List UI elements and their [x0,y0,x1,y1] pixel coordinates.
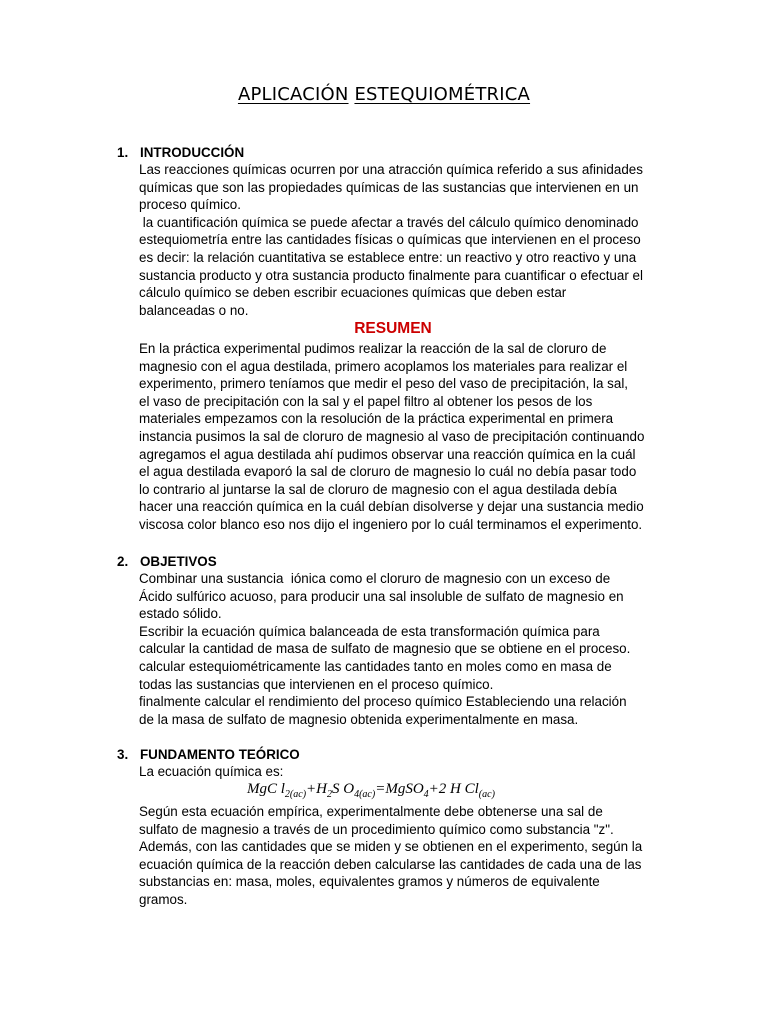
paragraph-line: es decir: la relación cuantitativa se establece entre: un reactivo y otro reactivo y una [139,249,637,265]
equation-term: +H [306,781,327,797]
equation-subscript: 2 [327,789,332,800]
section-heading [117,746,677,763]
paragraph-line: En la práctica experimental pudimos realizar la reacción de la sal de cloruro de [139,341,607,356]
paragraph-line: Escribir la ecuación química balanceada de esta transformación química para [139,623,600,639]
section-body [117,763,677,781]
paragraph-line: finalmente calcular el rendimiento del proceso químico Estableciendo una relación [139,694,627,710]
section-fundamento-teorico [117,746,677,781]
paragraph-line: el vaso de precipitación con la sal y el papel filtro al obtener los pesos de los [139,393,593,409]
equation-term: MgC l [247,781,285,797]
chemical-equation [247,781,495,800]
paragraph-line: substancias en: masa, moles, equivalentes gramos y números de equivalente [139,874,600,890]
paragraph-line: químicas que son las propiedades químicas de las sustancias que intervienen en un [139,179,639,195]
paragraph-line: experimento, primero teníamos que medir el peso del vaso de precipitación, la sal, [139,376,629,392]
paragraph-line: Además, con las cantidades que se miden y se obtienen en el experimento, según la [139,839,643,855]
paragraph-line: estado sólido. [139,606,222,622]
paragraph-line: ecuación química de la reacción deben calcularse las cantidades de cada una de las [139,856,642,872]
title-word-estequiometrica: ESTEQUIOMÉTRICA [354,84,531,105]
section-heading-text: OBJETIVOS [140,554,217,569]
paragraph-line: cálculo químico se deben escribir ecuaciones químicas que deben estar [139,285,567,301]
section-fundamento-body [117,803,677,909]
document-title [0,84,768,105]
paragraph-line: calcular estequiométricamente las cantidades tanto en moles como en masa de [139,658,612,674]
paragraph-line: el agua destilada evaporó la sal de cloruro de magnesio lo cuál no debía pasar todo [139,464,637,480]
equation-term: =MgSO [375,781,424,797]
section-heading [117,553,677,570]
paragraph-line: Según esta ecuación empírica, experimentalmente debe obtenerse una sal de [139,804,603,819]
paragraph-line: proceso químico. [139,197,241,213]
paragraph-line: instancia pusimos la sal de cloruro de magnesio al vaso de precipitación continuando [139,428,645,444]
paragraph-line: estequiometría entre las cantidades físicas o químicas que intervienen en el proceso [139,232,641,248]
section-number: 3. [117,747,129,762]
paragraph-line: Ácido sulfúrico acuoso, para producir una sal insoluble de sulfato de magnesio en [139,588,624,604]
section-heading [117,144,677,161]
equation-term: +2 H Cl [428,781,479,797]
section-objetivos [117,553,677,728]
paragraph-line: viscosa color blanco eso nos dijo el ingeniero por lo cuál terminamos el experimento. [139,516,643,532]
section-body [117,161,677,319]
section-body [117,340,677,534]
paragraph-line: magnesio con el agua destilada, primero acoplamos los materiales para realizar el [139,358,628,374]
section-heading-text: FUNDAMENTO TEÓRICO [140,747,300,762]
equation-intro: La ecuación química es: [139,764,284,779]
paragraph-line: balanceadas o no. [139,302,249,318]
paragraph-line: calcular la cantidad de masa de sulfato de magnesio que se obtiene en el proceso. [139,641,631,657]
paragraph-line: de la masa de sulfato de magnesio obtenida experimentalmente en masa. [139,711,579,727]
paragraph-line: sustancia producto y otra sustancia producto finalmente para cuantificar o efectuar el [139,267,643,283]
equation-term: S O [332,781,355,797]
paragraph-line: sulfato de magnesio a través de un procedimiento químico como substancia "z". [139,821,614,837]
paragraph-line: gramos. [139,891,188,907]
section-introduccion [117,144,677,319]
equation-subscript: 4(ac) [354,789,376,800]
equation-subscript: 2(ac) [284,789,307,800]
section-resumen [117,340,677,534]
resumen-heading: RESUMEN [354,320,432,337]
paragraph-line: agregamos el agua destilada ahí pudimos observar una reacción química en la cuál [139,446,636,462]
section-heading-text: INTRODUCCIÓN [140,145,245,160]
paragraph-line: Combinar una sustancia iónica como el cloruro de magnesio con un exceso de [139,571,611,586]
paragraph-line: materiales empezamos con la resolución de la práctica experimental en primera [139,411,614,427]
paragraph-line: Las reacciones químicas ocurren por una atracción química referido a sus afinidades [139,162,643,177]
paragraph-line: lo contrario al juntarse la sal de cloruro de magnesio con el agua destilada debía [139,481,617,497]
paragraph-line: hacer una reacción química en la cuál debían disolverse y dejar una sustancia medio [139,499,644,515]
equation-subscript: (ac) [478,789,495,800]
section-body [117,803,677,909]
paragraph-line: la cuantificación química se puede afectar a través del cálculo químico denominado [139,214,639,230]
equation-subscript: 4 [423,789,429,800]
section-body [117,570,677,728]
section-number: 2. [117,554,129,569]
section-number: 1. [117,145,129,160]
paragraph-line: todas las sustancias que intervienen en el proceso químico. [139,676,494,692]
title-word-aplicacion: APLICACIÓN [237,84,349,105]
